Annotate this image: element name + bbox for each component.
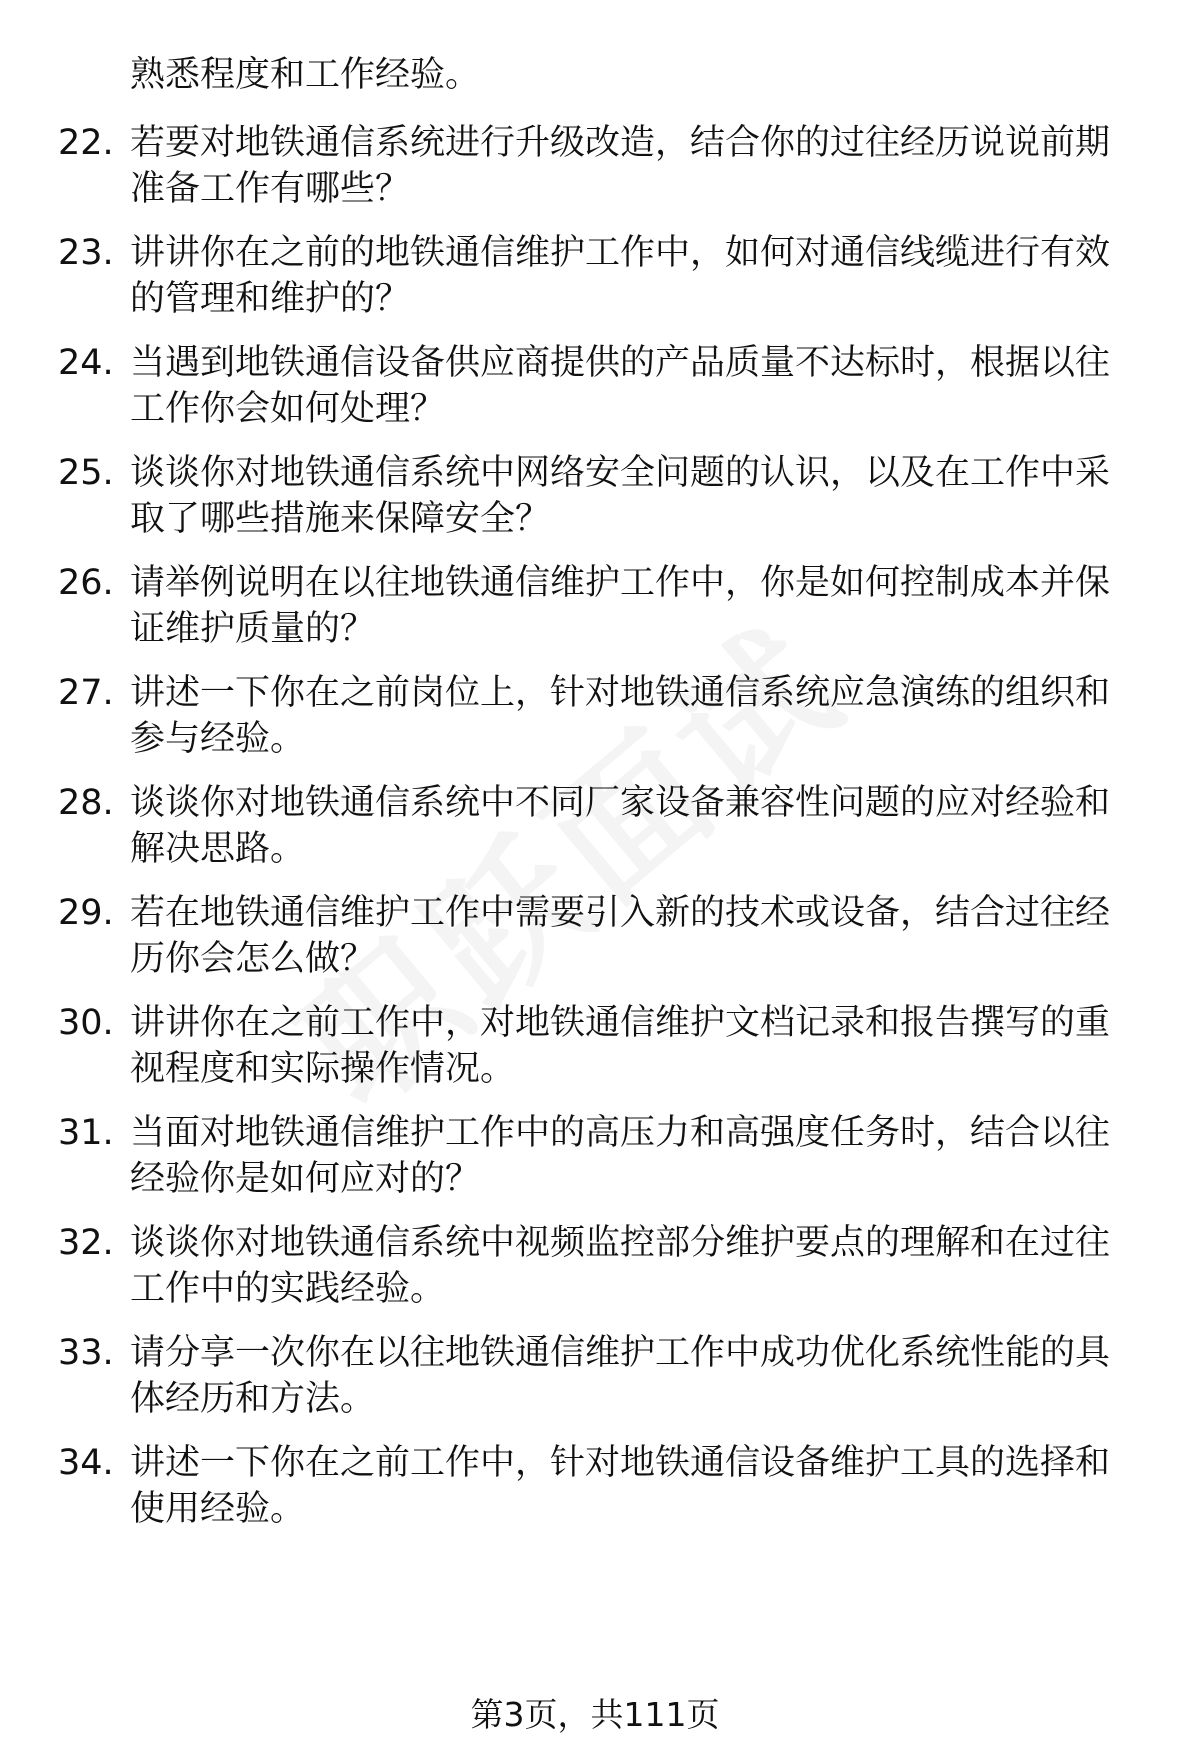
question-number: 28.: [58, 783, 114, 823]
question-text-line: 若在地铁通信维护工作中需要引入新的技术或设备，结合过往经: [130, 893, 1111, 933]
question-item-29: [0, 890, 1190, 990]
question-number: 32.: [58, 1223, 114, 1263]
question-item-27: [0, 670, 1190, 770]
continuation-text: 熟悉程度和工作经验。: [130, 55, 481, 95]
question-number: 27.: [58, 673, 114, 713]
question-text: [130, 1110, 1150, 1202]
question-text-line: 使用经验。: [130, 1489, 306, 1529]
question-text: [130, 1000, 1150, 1092]
question-text: [130, 230, 1150, 322]
question-text-line: 参与经验。: [130, 719, 306, 759]
question-number: 34.: [58, 1443, 114, 1483]
question-text-line: 证维护质量的？: [130, 609, 376, 649]
question-text-line: 请分享一次你在以往地铁通信维护工作中成功优化系统性能的具: [130, 1333, 1111, 1373]
question-text: [130, 560, 1150, 652]
question-item-23: [0, 230, 1190, 330]
question-text-line: 谈谈你对地铁通信系统中视频监控部分维护要点的理解和在过往: [130, 1223, 1111, 1263]
question-number: 24.: [58, 343, 114, 383]
question-text-line: 工作你会如何处理？: [130, 389, 446, 429]
question-item-34: [0, 1440, 1190, 1540]
question-text-line: 体经历和方法。: [130, 1379, 376, 1419]
question-text-line: 若要对地铁通信系统进行升级改造，结合你的过往经历说说前期: [130, 123, 1111, 163]
question-number: 22.: [58, 123, 114, 163]
page-number-footer: 第3页，共111页: [470, 1695, 720, 1734]
question-text-line: 谈谈你对地铁通信系统中不同厂家设备兼容性问题的应对经验和: [130, 783, 1111, 823]
question-text: [130, 780, 1150, 872]
question-text-line: 经验你是如何应对的？: [130, 1159, 481, 1199]
question-text-line: 解决思路。: [130, 829, 306, 869]
question-text: [130, 1330, 1150, 1422]
question-text-line: 讲讲你在之前工作中，对地铁通信维护文档记录和报告撰写的重: [130, 1003, 1111, 1043]
question-number: 25.: [58, 453, 114, 493]
question-item-24: [0, 340, 1190, 440]
question-text-line: 谈谈你对地铁通信系统中网络安全问题的认识，以及在工作中采: [130, 453, 1111, 493]
question-number: 30.: [58, 1003, 114, 1043]
question-text-line: 讲讲你在之前的地铁通信维护工作中，如何对通信线缆进行有效: [130, 233, 1111, 273]
question-number: 23.: [58, 233, 114, 273]
question-item-22: [0, 120, 1190, 220]
question-item-26: [0, 560, 1190, 660]
question-item-33: [0, 1330, 1190, 1430]
question-text: [130, 120, 1150, 212]
question-item-28: [0, 780, 1190, 880]
question-text: [130, 450, 1150, 542]
question-item-30: [0, 1000, 1190, 1100]
question-text: [130, 670, 1150, 762]
question-text-line: 历你会怎么做？: [130, 939, 376, 979]
question-number: 31.: [58, 1113, 114, 1153]
question-number: 33.: [58, 1333, 114, 1373]
question-text: [130, 1440, 1150, 1532]
question-text: [130, 340, 1150, 432]
question-text: [130, 890, 1150, 982]
question-item-32: [0, 1220, 1190, 1320]
question-text-line: 视程度和实际操作情况。: [130, 1049, 516, 1089]
question-text-line: 取了哪些措施来保障安全？: [130, 499, 551, 539]
question-number: 26.: [58, 563, 114, 603]
question-text-line: 工作中的实践经验。: [130, 1269, 446, 1309]
question-text-line: 讲述一下你在之前工作中，针对地铁通信设备维护工具的选择和: [130, 1443, 1111, 1483]
question-text-line: 当面对地铁通信维护工作中的高压力和高强度任务时，结合以往: [130, 1113, 1111, 1153]
question-number: 29.: [58, 893, 114, 933]
question-item-31: [0, 1110, 1190, 1210]
question-text-line: 讲述一下你在之前岗位上，针对地铁通信系统应急演练的组织和: [130, 673, 1111, 713]
question-text-line: 当遇到地铁通信设备供应商提供的产品质量不达标时，根据以往: [130, 343, 1111, 383]
question-text-line: 准备工作有哪些？: [130, 169, 411, 209]
question-text-line: 的管理和维护的？: [130, 279, 411, 319]
question-item-25: [0, 450, 1190, 550]
question-text-line: 请举例说明在以往地铁通信维护工作中，你是如何控制成本并保: [130, 563, 1111, 603]
question-text: [130, 1220, 1150, 1312]
